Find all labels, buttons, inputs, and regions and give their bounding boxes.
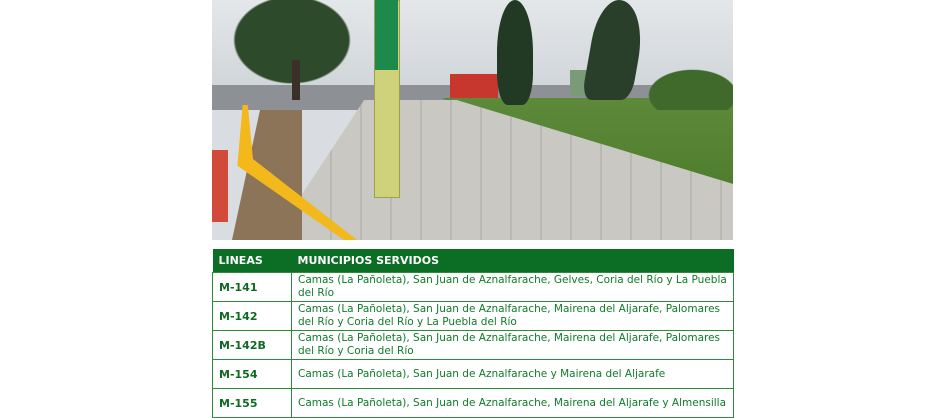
municipalities: Camas (La Pañoleta), San Juan de Aznalfarache, Mairena del Aljarafe, Palomares del Río y Coria del Río xyxy=(292,331,734,360)
table-row xyxy=(213,331,734,360)
municipalities: Camas (La Pañoleta), San Juan de Aznalfarache, Mairena del Aljarafe y Almensilla xyxy=(292,389,734,418)
table-row xyxy=(213,389,734,418)
table-row xyxy=(213,302,734,331)
bus-stop-sign-head xyxy=(375,0,398,70)
line-code: M-141 xyxy=(213,273,292,302)
table-header xyxy=(213,249,734,273)
municipalities: Camas (La Pañoleta), San Juan de Aznalfarache, Mairena del Aljarafe, Palomares del Río y Coria del Río y La Puebla del Río xyxy=(292,302,734,331)
cypress-tree xyxy=(497,0,533,105)
tree-trunk xyxy=(292,60,300,100)
bushes xyxy=(632,60,733,110)
lines-table xyxy=(212,249,734,418)
municipalities: Camas (La Pañoleta), San Juan de Aznalfarache y Mairena del Aljarafe xyxy=(292,360,734,389)
line-code: M-142 xyxy=(213,302,292,331)
header-municipalities: MUNICIPIOS SERVIDOS xyxy=(292,249,734,273)
line-code: M-142B xyxy=(213,331,292,360)
municipalities: Camas (La Pañoleta), San Juan de Aznalfarache, Gelves, Coria del Río y La Puebla del Río xyxy=(292,273,734,302)
bus-stop-photo xyxy=(212,0,733,240)
table-row xyxy=(213,360,734,389)
line-code: M-154 xyxy=(213,360,292,389)
red-truck xyxy=(450,74,498,98)
line-code: M-155 xyxy=(213,389,292,418)
header-lines: LINEAS xyxy=(213,249,292,273)
table-row xyxy=(213,273,734,302)
red-post xyxy=(212,150,228,222)
